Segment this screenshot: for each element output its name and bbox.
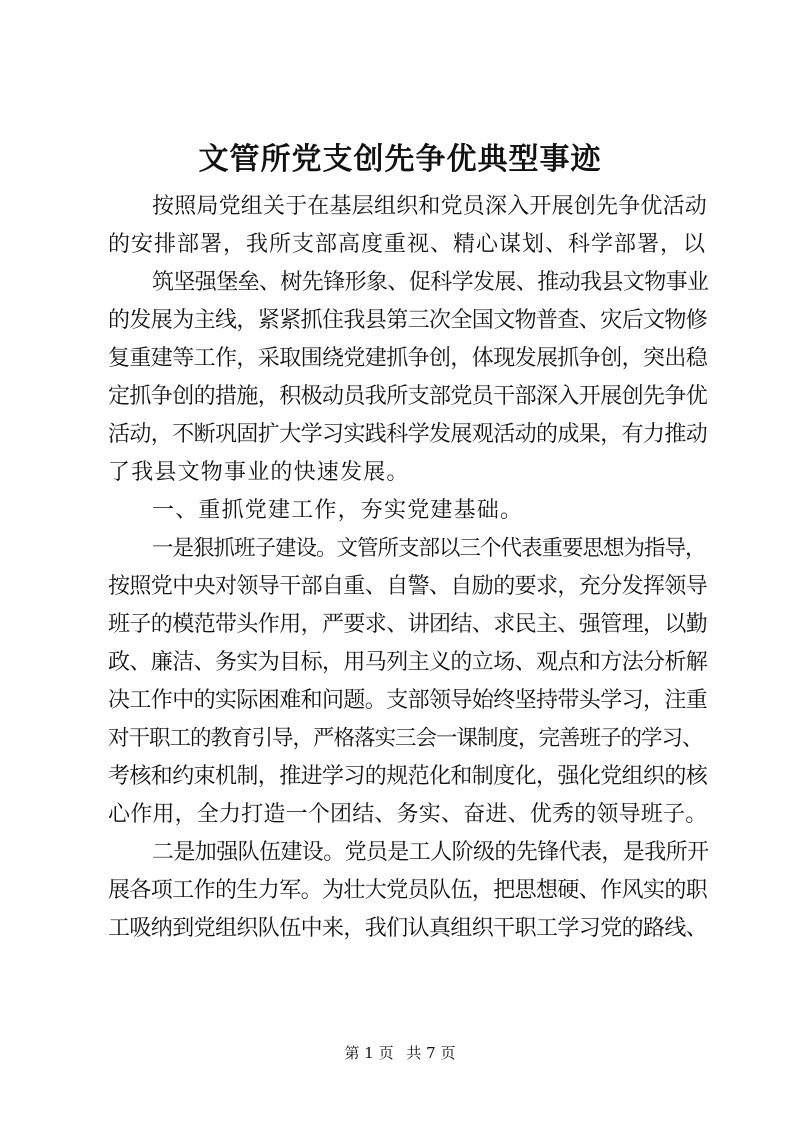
page-number: 第 1 页 [344, 1044, 394, 1062]
document-title: 文管所党支创先争优典型事迹 [198, 142, 602, 177]
text-line: 考核和约束机制，推进学习的规范化和制度化，强化党组织的核 [108, 764, 708, 789]
text-line: 二是加强队伍建设。党员是工人阶级的先锋代表，是我所开 [152, 840, 709, 865]
text-line: 筑坚强堡垒、树先锋形象、促科学发展、推动我县文物事业 [152, 270, 709, 295]
document-body [108, 188, 708, 948]
text-line: 按照局党组关于在基层组织和党员深入开展创先争优活动 [152, 194, 708, 219]
text-line: 一是狠抓班子建设。文管所支部以三个代表重要思想为指导， [152, 536, 706, 561]
page-footer [0, 1043, 800, 1063]
text-line: 活动，不断巩固扩大学习实践科学发展观活动的成果，有力推动 [108, 422, 708, 447]
text-line: 决工作中的实际困难和问题。支部领导始终坚持带头学习，注重 [108, 688, 708, 713]
text-line: 展各项工作的生力军。为壮大党员队伍，把思想硬、作风实的职 [108, 878, 708, 903]
text-line: 定抓争创的措施，积极动员我所支部党员干部深入开展创先争优 [108, 384, 708, 409]
text-line: 按照党中央对领导干部自重、自警、自励的要求，充分发挥领导 [108, 574, 708, 599]
text-line: 工吸纳到党组织队伍中来，我们认真组织干职工学习党的路线、 [108, 916, 708, 941]
text-line: 政、廉洁、务实为目标，用马列主义的立场、观点和方法分析解 [108, 650, 708, 675]
text-line: 了我县文物事业的快速发展。 [108, 460, 410, 485]
text-line: 复重建等工作，采取围绕党建抓争创，体现发展抓争创，突出稳 [108, 346, 708, 371]
text-line: 一、重抓党建工作，夯实党建基础。 [152, 498, 524, 523]
page-total: 共 7 页 [406, 1044, 456, 1062]
text-line: 对干职工的教育引导，严格落实三会一课制度，完善班子的学习、 [108, 726, 703, 751]
text-line: 的安排部署，我所支部高度重视、精心谋划、科学部署，以 [108, 232, 707, 257]
text-line: 心作用，全力打造一个团结、务实、奋进、优秀的领导班子。 [108, 802, 708, 827]
text-line: 的发展为主线，紧紧抓住我县第三次全国文物普查、灾后文物修 [108, 308, 708, 333]
text-line: 班子的模范带头作用，严要求、讲团结、求民主、强管理，以勤 [108, 612, 708, 637]
